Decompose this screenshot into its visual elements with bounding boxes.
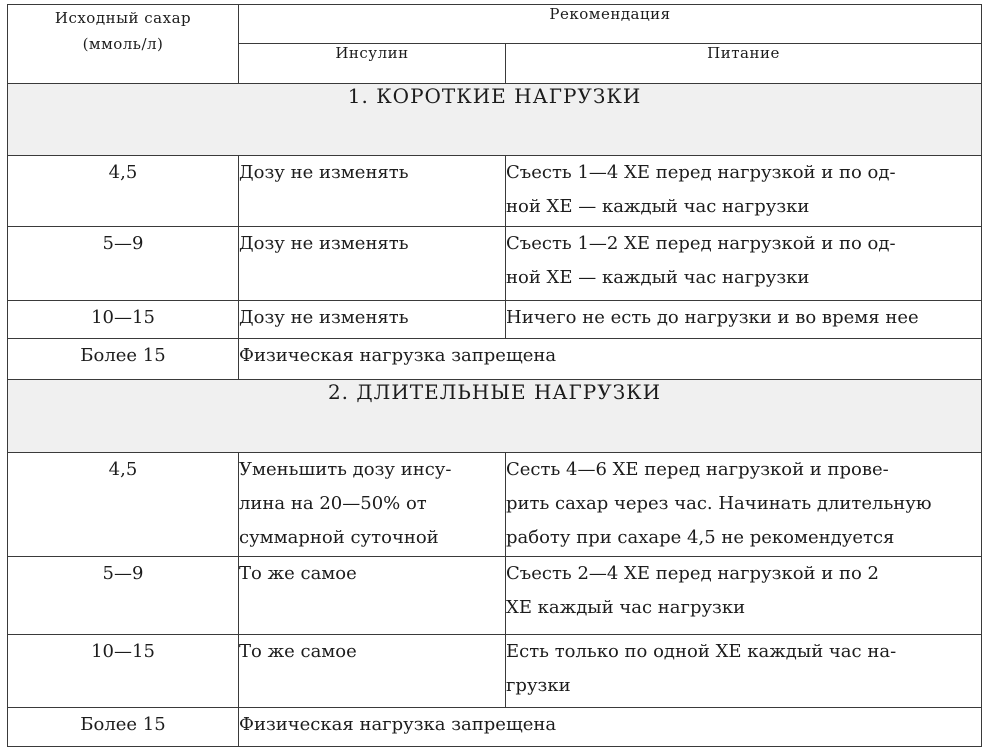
exercise-forbidden-note: Физическая нагрузка запрещена <box>239 708 982 747</box>
header-initial-sugar <box>8 5 239 84</box>
nutrition-line: Съесть 1—2 ХЕ перед нагрузкой и по од- <box>506 233 896 254</box>
insulin-recommendation: Дозу не изменять <box>239 227 506 301</box>
sugar-value: 10—15 <box>8 635 239 708</box>
sugar-value: Более 15 <box>8 339 239 380</box>
nutrition-recommendation <box>506 557 982 635</box>
nutrition-line: Сесть 4—6 ХЕ перед нагрузкой и прове- <box>506 459 889 480</box>
insulin-line: лина на 20—50% от <box>239 493 427 514</box>
nutrition-line: Съесть 2—4 ХЕ перед нагрузкой и по 2 <box>506 563 879 584</box>
table-row <box>8 156 982 227</box>
header-sugar-line2: (ммоль/л) <box>82 35 164 53</box>
sugar-value: 4,5 <box>8 156 239 227</box>
nutrition-line: ной ХЕ — каждый час нагрузки <box>506 196 810 217</box>
table-row <box>8 635 982 708</box>
header-nutrition: Питание <box>506 44 982 84</box>
nutrition-line: работу при сахаре 4,5 не рекомендуется <box>506 527 895 548</box>
insulin-recommendation: Дозу не изменять <box>239 301 506 339</box>
header-recommendation: Рекомендация <box>239 5 982 44</box>
nutrition-line: ХЕ каждый час нагрузки <box>506 597 746 618</box>
insulin-recommendation: То же самое <box>239 635 506 708</box>
section-title-short-loads: 1. КОРОТКИЕ НАГРУЗКИ <box>8 84 982 156</box>
nutrition-line: Есть только по одной ХЕ каждый час на- <box>506 641 897 662</box>
header-insulin: Инсулин <box>239 44 506 84</box>
table-row <box>8 708 982 747</box>
sugar-value: 10—15 <box>8 301 239 339</box>
insulin-line: суммарной суточной <box>239 527 439 548</box>
sugar-value: Более 15 <box>8 708 239 747</box>
nutrition-line: Ничего не есть до нагрузки и во время нее <box>506 307 919 328</box>
nutrition-recommendation <box>506 453 982 557</box>
nutrition-recommendation <box>506 227 982 301</box>
insulin-line: Уменьшить дозу инсу- <box>239 459 452 480</box>
section-title-long-loads: 2. ДЛИТЕЛЬНЫЕ НАГРУЗКИ <box>8 380 982 453</box>
nutrition-recommendation <box>506 635 982 708</box>
nutrition-line: Съесть 1—4 ХЕ перед нагрузкой и по од- <box>506 162 896 183</box>
header-sugar-line1: Исходный сахар <box>54 9 192 27</box>
insulin-recommendation: То же самое <box>239 557 506 635</box>
insulin-recommendation <box>239 453 506 557</box>
nutrition-line: ной ХЕ — каждый час нагрузки <box>506 267 810 288</box>
nutrition-line: грузки <box>506 675 571 696</box>
exercise-forbidden-note: Физическая нагрузка запрещена <box>239 339 982 380</box>
nutrition-line: рить сахар через час. Начинать длительную <box>506 493 932 514</box>
table-row <box>8 227 982 301</box>
sugar-value: 5—9 <box>8 227 239 301</box>
nutrition-recommendation <box>506 156 982 227</box>
recommendation-table <box>7 4 982 747</box>
insulin-recommendation: Дозу не изменять <box>239 156 506 227</box>
table-row <box>8 453 982 557</box>
sugar-value: 5—9 <box>8 557 239 635</box>
table-row <box>8 557 982 635</box>
nutrition-recommendation <box>506 301 982 339</box>
table-row <box>8 339 982 380</box>
sugar-value: 4,5 <box>8 453 239 557</box>
table-row <box>8 301 982 339</box>
